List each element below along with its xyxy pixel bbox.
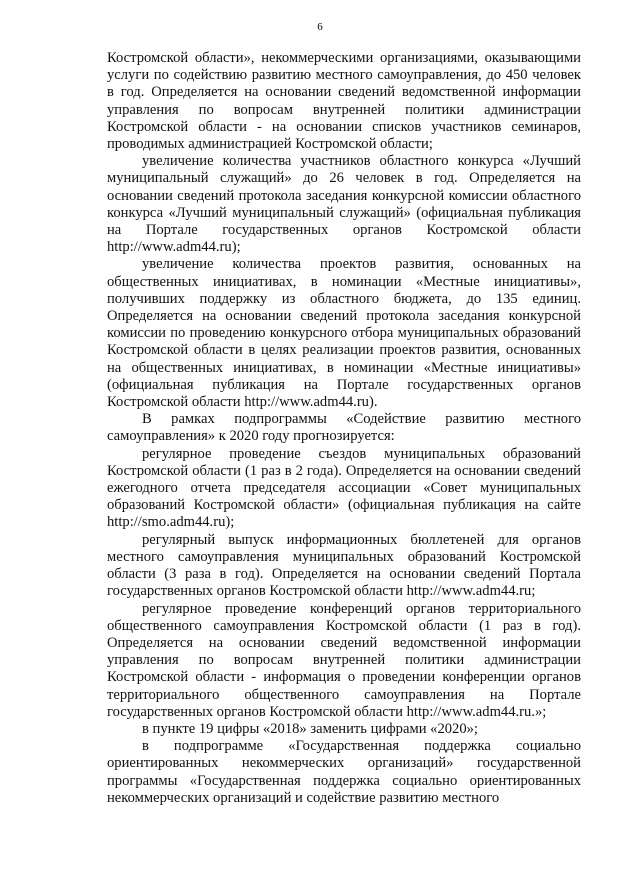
paragraph-7: регулярное проведение конференций органов территориального общественного самоуправления Костромской области (1 раз в год). Определяется на основании сведений ведомственной информации управления по вопросам внутренней политики администрации Костромской области - информация о проведении конференции органов территориального общественного самоуправления на Портале государственных органов Костромской области http://www.adm44.ru.»; — [107, 600, 581, 720]
paragraph-2: увеличение количества участников областного конкурса «Лучший муниципальный служащий» до 26 человек в год. Определяется на основании сведений протокола заседания конкурсной комиссии областного конкурса «Лучший муниципальный служащий» (официальная публикация на Портале государственных органов Костромской области http://www.adm44.ru); — [107, 153, 581, 256]
document-body — [107, 50, 581, 807]
paragraph-3: увеличение количества проектов развития, основанных на общественных инициативах, в номинации «Местные инициативы», получивших поддержку из областного бюджета, до 135 единиц. Определяется на основании сведений протокола заседания конкурсной комиссии по проведению конкурсного отбора муниципальных образований Костромской области в целях реализации проектов развития, основанных на общественных инициативах, в номинации «Местные инициативы» (официальная публикация на Портале государственных органов Костромской области http://www.adm44.ru). — [107, 256, 581, 411]
paragraph-1: Костромской области», некоммерческими организациями, оказывающими услуги по содействию развитию местного самоуправления, до 450 человек в год. Определяется на основании сведений ведомственной информации управления по вопросам внутренней политики администрации Костромской области - на основании списков участников семинаров, проводимых администрацией Костромской области; — [107, 50, 581, 153]
page-number: 6 — [317, 21, 323, 33]
paragraph-6: регулярный выпуск информационных бюллетеней для органов местного самоуправления муниципальных образований Костромской области (3 раза в год). Определяется на основании сведений Портала государственных органов Костромской области http://www.adm44.ru; — [107, 531, 581, 600]
paragraph-8: в пункте 19 цифры «2018» заменить цифрами «2020»; — [142, 720, 478, 737]
paragraph-5: регулярное проведение съездов муниципальных образований Костромской области (1 раз в 2 года). Определяется на основании сведений ежегодного отчета председателя ассоциации «Совет муниципальных образований Костромской области» (официальная публикация на сайте http://smo.adm44.ru); — [107, 445, 581, 531]
paragraph-4: В рамках подпрограммы «Содействие развитию местного самоуправления» к 2020 году прогнозируется: — [107, 411, 581, 445]
paragraph-9: в подпрограмме «Государственная поддержка социально ориентированных некоммерческих организаций» государственной программы «Государственная поддержка социально ориентированных некоммерческих организаций и содействие развитию местного — [107, 738, 581, 806]
